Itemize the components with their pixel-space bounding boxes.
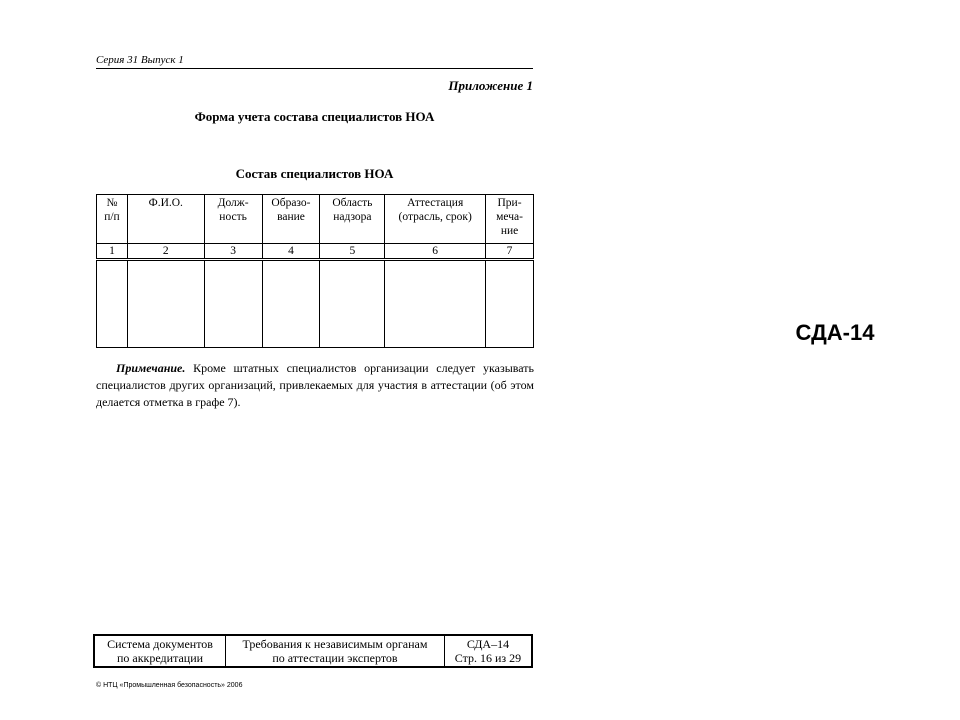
table-header-row bbox=[97, 195, 534, 244]
empty-cell bbox=[320, 260, 385, 348]
copyright: © НТЦ «Промышленная безопасность» 2006 bbox=[96, 682, 243, 689]
series-label: Серия 31 Выпуск 1 bbox=[96, 54, 184, 66]
footer-table bbox=[93, 634, 533, 668]
column-number: 1 bbox=[97, 244, 128, 260]
column-number: 4 bbox=[262, 244, 320, 260]
footer-page-info: СДА–14 Стр. 16 из 29 bbox=[444, 635, 532, 667]
footer-requirements: Требования к независимым органам по аттестации экспертов bbox=[226, 635, 445, 667]
empty-cell bbox=[486, 260, 534, 348]
empty-cell bbox=[204, 260, 262, 348]
header-cell-position: Долж- ность bbox=[204, 195, 262, 244]
empty-cell bbox=[385, 260, 486, 348]
column-number: 2 bbox=[127, 244, 204, 260]
note-text: Кроме штатных специалистов организации следует указывать специалистов других организаций, привлекаемых для участия в аттестации (об этом делается отметка в графе 7). bbox=[96, 361, 534, 409]
header-cell-education: Образо- вание bbox=[262, 195, 320, 244]
note-paragraph bbox=[96, 360, 534, 411]
table-empty-row bbox=[97, 260, 534, 348]
empty-cell bbox=[97, 260, 128, 348]
header-cell-attestation: Аттестация (отрасль, срок) bbox=[385, 195, 486, 244]
empty-cell bbox=[262, 260, 320, 348]
column-number: 7 bbox=[486, 244, 534, 260]
header-cell-name: Ф.И.О. bbox=[127, 195, 204, 244]
footer-system: Система документов по аккредитации bbox=[94, 635, 226, 667]
header-rule bbox=[96, 68, 533, 69]
form-title: Форма учета состава специалистов НОА bbox=[194, 109, 435, 124]
table-title: Состав специалистов НОА bbox=[235, 166, 394, 181]
table-number-row bbox=[97, 244, 534, 260]
footer-row bbox=[94, 635, 532, 667]
staff-table bbox=[96, 194, 534, 348]
note-label: Примечание. bbox=[116, 361, 186, 375]
column-number: 6 bbox=[385, 244, 486, 260]
appendix-label: Приложение 1 bbox=[448, 78, 533, 93]
header-cell-number: № п/п bbox=[97, 195, 128, 244]
column-number: 5 bbox=[320, 244, 385, 260]
document-code-stamp: СДА-14 bbox=[795, 320, 875, 345]
header-cell-supervision-area: Область надзора bbox=[320, 195, 385, 244]
empty-cell bbox=[127, 260, 204, 348]
column-number: 3 bbox=[204, 244, 262, 260]
header-cell-note: При- меча- ние bbox=[486, 195, 534, 244]
